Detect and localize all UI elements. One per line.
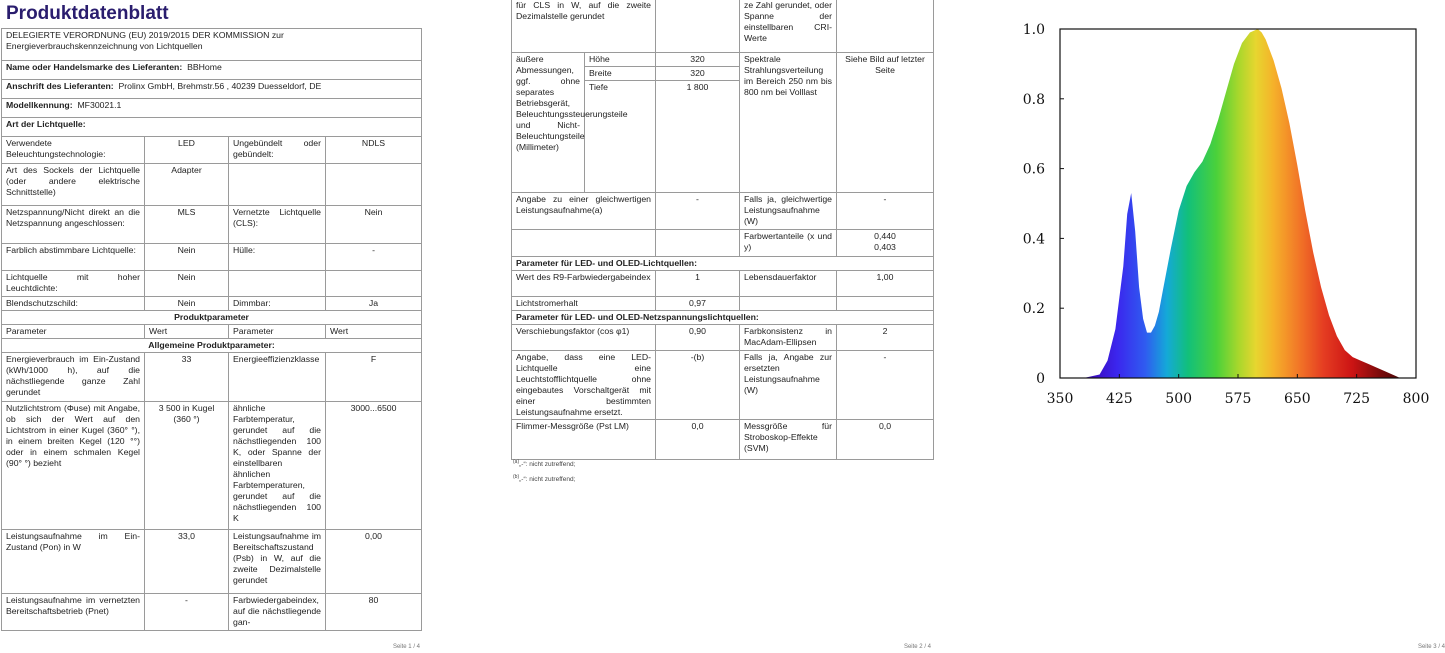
macadam-value: 2 bbox=[837, 325, 934, 351]
supplier-name-value: BBHome bbox=[187, 62, 222, 72]
cct-value: 3000...6500 bbox=[326, 402, 422, 530]
product-data-table bbox=[1, 28, 422, 631]
spectral-distribution-chart bbox=[1022, 0, 1445, 420]
flicker-value: 0,0 bbox=[656, 420, 740, 460]
energy-label: Energieverbrauch im Ein-Zustand (kWh/1000 h), auf die nächstliegende ganze Zahl gerundet bbox=[2, 353, 145, 402]
spectrum-area bbox=[1084, 29, 1401, 378]
x-tick-label: 575 bbox=[1224, 391, 1252, 407]
model-label: Modellkennung: bbox=[6, 100, 73, 110]
efficiency-label: Energieeffizienzklasse bbox=[229, 353, 326, 402]
standby-value: 0,00 bbox=[326, 530, 422, 594]
envelope-label: Hülle: bbox=[229, 244, 326, 271]
cri-value: 80 bbox=[326, 594, 422, 631]
spectral-label: Spektrale Strahlungsverteilung im Bereich 250 nm bis 800 nm bei Volllast bbox=[740, 53, 837, 193]
supplier-address-value: Prolinx GmbH, Brehmstr.56 , 40239 Duesseldorf, DE bbox=[118, 81, 322, 91]
replacement-label: Angabe, dass eine LED-Lichtquelle eine Leuchtstofflichtquelle ohne eingebautes Vorschaltgerät mit einer bestimmten Leistungsaufnahme ersetzt. bbox=[512, 351, 656, 420]
page-number-3: Seite 3 / 4 bbox=[1417, 644, 1445, 650]
socket-value: Adapter bbox=[145, 164, 229, 206]
flicker-label: Flimmer-Messgröße (Pst LM) bbox=[512, 420, 656, 460]
general-params-heading: Allgemeine Produktparameter: bbox=[2, 339, 422, 353]
y-tick-label: 1.0 bbox=[1022, 22, 1045, 38]
product-params-heading: Produktparameter bbox=[2, 311, 422, 325]
high-luminance-value: Nein bbox=[145, 271, 229, 297]
svm-label: Messgröße für Stroboskop-Effekte (SVM) bbox=[740, 420, 837, 460]
footnote-b-text: „-“: nicht zutreffend; bbox=[519, 476, 576, 484]
glare-value: Nein bbox=[145, 297, 229, 311]
equiv-power-value: - bbox=[837, 193, 934, 230]
width-label: Breite bbox=[585, 67, 655, 81]
model-row bbox=[2, 99, 422, 118]
standby-label: Leistungsaufnahme im Bereitschaftszustand (Psb) in W, auf die zweite Dezimalstelle gerundet bbox=[229, 530, 326, 594]
x-tick-label: 500 bbox=[1165, 391, 1193, 407]
supplier-address-label: Anschrift des Lieferanten: bbox=[6, 81, 114, 91]
equiv-power-label: Falls ja, gleichwertige Leistungsaufnahme (W) bbox=[740, 193, 837, 230]
equiv-label-text: Angabe zu einer gleichwertigen Leistungsaufnahme(a) bbox=[516, 194, 651, 215]
power-on-value: 33,0 bbox=[145, 530, 229, 594]
chroma-values bbox=[837, 230, 934, 257]
light-source-type-heading: Art der Lichtquelle: bbox=[2, 118, 422, 137]
r9-value: 1 bbox=[656, 271, 740, 297]
page-number-1: Seite 1 / 4 bbox=[392, 644, 420, 650]
col-header-param-1: Parameter bbox=[2, 325, 145, 339]
mains-label: Netzspannung/Nicht direkt an die Netzspannung angeschlossen: bbox=[2, 206, 145, 244]
datasheet-page-1 bbox=[0, 0, 422, 653]
power-on-label: Leistungsaufnahme im Ein-Zustand (Pon) in W bbox=[2, 530, 145, 594]
y-tick-label: 0.8 bbox=[1022, 91, 1045, 108]
replacement-power-value: - bbox=[837, 351, 934, 420]
tech-label: Verwendete Beleuchtungstechnologie: bbox=[2, 137, 145, 164]
flux-label: Nutzlichtstrom (Φuse) mit Angabe, ob sich der Wert auf den Lichtstrom in einer Kugel (360° °), in einem breiten Kegel (120 °°) oder in einem schmalen Kegel (90° °) bezieht bbox=[2, 402, 145, 530]
equiv-value: - bbox=[656, 193, 740, 230]
supplier-address-row bbox=[2, 80, 422, 99]
flux-value: 3 500 in Kugel (360 °) bbox=[145, 402, 229, 530]
cri-continued: ze Zahl gerundet, oder Spanne der einstellbaren CRI-Werte bbox=[740, 0, 837, 53]
footnote-b: $^{(b)}$„-“: nicht zutreffend; bbox=[513, 474, 576, 484]
depth-label: Tiefe bbox=[589, 82, 608, 92]
bundled-value: NDLS bbox=[326, 137, 422, 164]
y-tick-label: 0.4 bbox=[1022, 231, 1045, 248]
energy-value: 33 bbox=[145, 353, 229, 402]
product-data-table-continued bbox=[511, 0, 934, 460]
chroma-label: Farbwertanteile (x und y) bbox=[740, 230, 837, 257]
regulation-text: DELEGIERTE VERORDNUNG (EU) 2019/2015 DER KOMMISSION zur Energieverbrauchskennzeichnung von Lichtquellen bbox=[2, 29, 422, 61]
mains-led-params-heading: Parameter für LED- und OLED-Netzspannungslichtquellen: bbox=[512, 311, 934, 325]
chroma-x: 0,440 bbox=[874, 231, 896, 241]
col-header-param-2: Parameter bbox=[229, 325, 326, 339]
datasheet-page-2 bbox=[511, 0, 933, 653]
y-tick-label: 0.2 bbox=[1022, 301, 1045, 318]
svm-value: 0,0 bbox=[837, 420, 934, 460]
dimension-values bbox=[656, 53, 740, 193]
high-luminance-label: Lichtquelle mit hoher Leuchtdichte: bbox=[2, 271, 145, 297]
cos-phi-label: Verschiebungsfaktor (cos φ1) bbox=[512, 325, 656, 351]
cls-label: Vernetzte Lichtquelle (CLS): bbox=[229, 206, 326, 244]
x-tick-label: 650 bbox=[1283, 391, 1311, 407]
col-header-value-2: Wert bbox=[326, 325, 422, 339]
chroma-y: 0,403 bbox=[874, 242, 896, 252]
net-standby-value: - bbox=[145, 594, 229, 631]
equiv-label bbox=[512, 193, 656, 230]
col-header-value-1: Wert bbox=[145, 325, 229, 339]
width-value: 320 bbox=[656, 67, 739, 81]
replacement-value: -(b) bbox=[656, 351, 740, 420]
document-title: Produktdatenblatt bbox=[6, 3, 169, 24]
cri-label: Farbwiedergabeindex, auf die nächstliegende gan- bbox=[229, 594, 326, 631]
cls-standby-continued: für CLS in W, auf die zweite Dezimalstelle gerundet bbox=[512, 0, 656, 53]
replacement-power-label: Falls ja, Angabe zur ersetzten Leistungsaufnahme (W) bbox=[740, 351, 837, 420]
supplier-name-label: Name oder Handelsmarke des Lieferanten: bbox=[6, 62, 183, 72]
depth-value: 1 800 bbox=[686, 82, 709, 92]
footnote-a-text: „-“: nicht zutreffend; bbox=[519, 461, 576, 469]
flux-maintenance-label: Lichtstromerhalt bbox=[512, 297, 656, 311]
height-label: Höhe bbox=[585, 53, 655, 67]
dimmable-value: Ja bbox=[326, 297, 422, 311]
tech-value: LED bbox=[145, 137, 229, 164]
y-tick-label: 0.6 bbox=[1022, 161, 1045, 178]
bundled-label: Ungebündelt oder gebündelt: bbox=[229, 137, 326, 164]
supplier-name-row bbox=[2, 61, 422, 80]
lifetime-value: 1,00 bbox=[837, 271, 934, 297]
led-params-heading: Parameter für LED- und OLED-Lichtquellen: bbox=[512, 257, 934, 271]
mains-value: MLS bbox=[145, 206, 229, 244]
footnote-a: $^{(a)}$„-“: nicht zutreffend; bbox=[513, 459, 576, 469]
spectral-value: Siehe Bild auf letzter Seite bbox=[837, 53, 934, 193]
model-value: MF30021.1 bbox=[77, 100, 122, 110]
x-tick-label: 350 bbox=[1046, 391, 1074, 407]
cct-label: ähnliche Farbtemperatur, gerundet auf die nächstliegenden 100 K, oder Spanne der einstellbaren ähnlichen Farbtemperaturen, gerundet auf die nächstliegenden 100 K bbox=[229, 402, 326, 530]
cls-value: Nein bbox=[326, 206, 422, 244]
color-tunable-value: Nein bbox=[145, 244, 229, 271]
y-tick-label: 0 bbox=[1036, 371, 1045, 387]
lifetime-label: Lebensdauerfaktor bbox=[740, 271, 837, 297]
socket-label: Art des Sockels der Lichtquelle (oder andere elektrische Schnittstelle) bbox=[2, 164, 145, 206]
glare-label: Blendschutzschild: bbox=[2, 297, 145, 311]
dimension-names bbox=[585, 53, 656, 193]
color-tunable-label: Farblich abstimmbare Lichtquelle: bbox=[2, 244, 145, 271]
r9-label: Wert des R9-Farbwiedergabeindex bbox=[512, 271, 656, 297]
x-tick-label: 800 bbox=[1402, 391, 1430, 407]
page-number-2: Seite 2 / 4 bbox=[903, 644, 931, 650]
datasheet-page-3 bbox=[1022, 0, 1445, 653]
x-tick-label: 425 bbox=[1105, 391, 1133, 407]
plot-area bbox=[1023, 22, 1430, 407]
cos-phi-value: 0,90 bbox=[656, 325, 740, 351]
dimmable-label: Dimmbar: bbox=[229, 297, 326, 311]
height-value: 320 bbox=[656, 53, 739, 67]
envelope-value: - bbox=[326, 244, 422, 271]
efficiency-value: F bbox=[326, 353, 422, 402]
net-standby-label: Leistungsaufnahme im vernetzten Bereitschaftsbetrieb (Pnet) bbox=[2, 594, 145, 631]
macadam-label: Farbkonsistenz in MacAdam-Ellipsen bbox=[740, 325, 837, 351]
flux-maintenance-value: 0,97 bbox=[656, 297, 740, 311]
x-tick-label: 725 bbox=[1343, 391, 1371, 407]
dimensions-label: äußere Abmessungen, ggf. ohne separates Betriebsgerät, Beleuchtungssteuerungsteile und Nicht-Beleuchtungsteile (Millimeter) bbox=[512, 53, 585, 193]
